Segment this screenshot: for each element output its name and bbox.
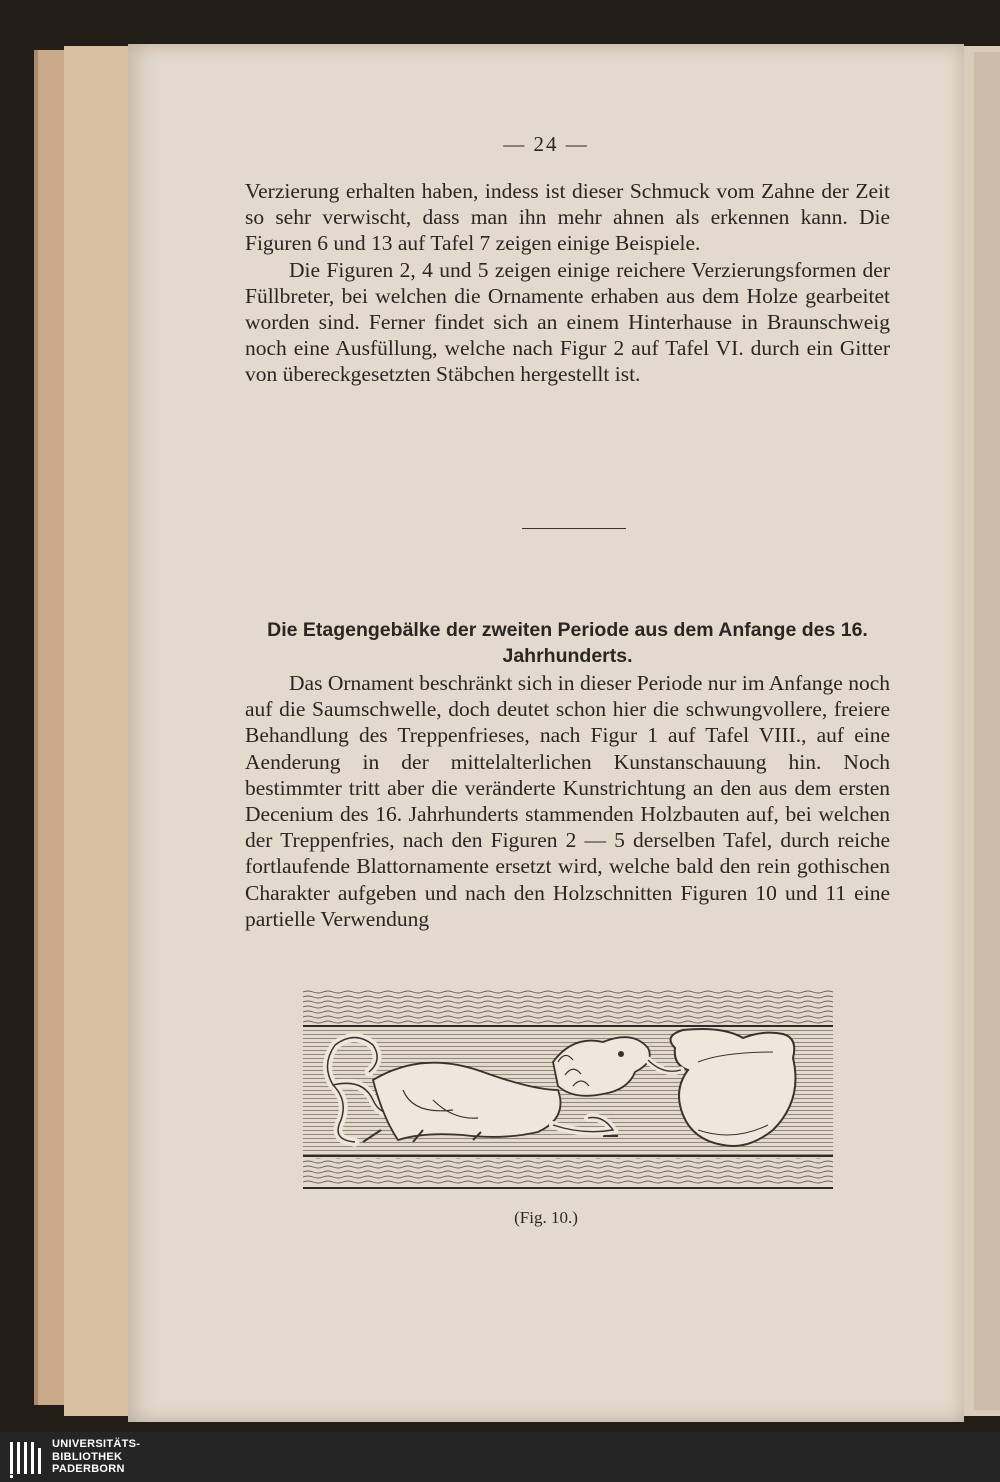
book-cover-inner	[64, 46, 134, 1416]
paragraph-ornament: Das Ornament beschränkt sich in dieser Periode nur im Anfange noch auf die Saumschwelle, doch deutet schon hier die schwungvollere, freiere Behandlung des Treppenfrieses, nach Figur 1 auf Tafel VIII., auf eine Aenderung in der mittelalterlichen Kunstanschauung hin. Noch bestimmter tritt aber die veränderte Kunstrichtung an den aus dem ersten Decenium des 16. Jahrhunderts stammenden Holzbauten auf, bei welchen der Treppenfries, nach den Figuren 2 — 5 derselben Tafel, durch reiche fortlaufende Blattornamente ersetzt wird, welche bald den rein gothischen Charakter aufgeben und nach den Holzschnitten Figuren 10 und 11 eine partielle Verwendung	[245, 671, 890, 931]
carved-beam-lion-ornament-icon	[303, 990, 833, 1200]
library-footer	[0, 1432, 1000, 1482]
logo-line-1: UNIVERSITÄTS-	[52, 1438, 141, 1450]
paragraph-continuation: Verzierung erhalten haben, indess ist dieser Schmuck vom Zahne der Zeit so sehr verwischt, dass man ihn mehr ahnen als erkennen kann. Die Figuren 6 und 13 auf Tafel 7 zeigen einige Beispiele.	[245, 179, 890, 256]
paragraph-fuellbreter: Die Figuren 2, 4 und 5 zeigen einige reichere Verzierungsformen der Füllbreter, bei welchen die Ornamente erhaben aus dem Holze gearbeitet worden sind. Ferner findet sich an einem Hinterhause in Braunschweig noch eine Ausfüllung, welche nach Figur 2 auf Tafel VI. durch ein Gitter von übereckgesetzten Stäbchen hergestellt ist.	[245, 257, 890, 387]
logo-line-2: BIBLIOTHEK	[52, 1450, 123, 1463]
page-number: — 24 —	[503, 132, 589, 156]
text-column-bottom	[245, 670, 890, 932]
facing-page-shadow	[974, 52, 1000, 1410]
text-column-top	[245, 178, 890, 388]
figure-caption: (Fig. 10.)	[514, 1208, 578, 1227]
logo-line-3: PADERBORN	[52, 1463, 125, 1475]
library-logo-icon	[8, 1438, 48, 1478]
book-page	[128, 44, 964, 1422]
figure-10-woodcut	[303, 990, 833, 1200]
section-heading: Die Etagengebälke der zweiten Periode aus dem Anfange des 16. Jahrhunderts.	[267, 619, 868, 667]
section-divider	[522, 528, 626, 529]
library-logo-text	[52, 1438, 140, 1476]
